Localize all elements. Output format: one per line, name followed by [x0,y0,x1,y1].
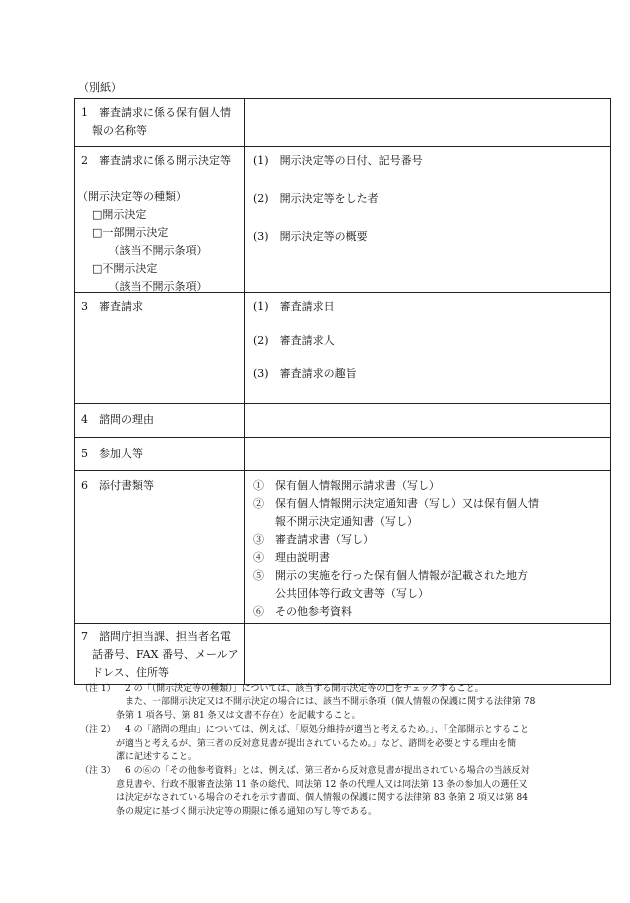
attachment-list-item: ④ 理由説明書 [253,551,330,564]
attachment-list-item: 公共団体等行政文書等（写し） [253,587,429,600]
row-3-label-cell [75,293,245,404]
attachment-label: （別紙） [78,81,122,94]
row-3-label-line: 3 審査請求 [81,300,143,313]
footnotes [80,683,615,820]
row-7-value-cell[interactable] [245,624,611,685]
row-1-label-line: 1 審査請求に係る保有個人情 [81,106,231,119]
attachment-list-item: ① 保有個人情報開示請求書（写し） [253,479,440,492]
row-6-label-cell [75,471,245,624]
submission-form-table [74,98,611,685]
attachment-list-item: ③ 審査請求書（写し） [253,533,374,546]
note-line: 条の規定に基づく開示決定等の期限に係る通知の写し等である。 [116,806,378,817]
row-4-label-cell [75,404,245,438]
attachment-list-item: ⑤ 開示の実施を行った保有個人情報が記載された地方 [253,569,528,582]
row-1-label-line: 報の名称等 [81,124,147,137]
row-5-label-line: 5 参加人等 [81,447,143,460]
row-7-label-line: 話番号、FAX 番号、メールア [81,648,239,661]
note-line: 4 の「諮問の理由」については、例えば、「原処分維持が適当と考えるため。」、「全部開示とすること [125,725,530,736]
note-line: 2 の「（開示決定等の種類）」については、該当する開示決定等の□をチェックすること。 [125,684,484,694]
table-row-contact-info [75,624,611,685]
decision-type-heading: （開示決定等の種類） [77,190,187,203]
note-label: （注 2） [80,725,116,736]
attachment-list-item: ② 保有個人情報開示決定通知書（写し）又は保有個人情 [253,497,539,510]
row-1-label-cell [75,99,245,147]
note-label: （注 1） [80,684,116,694]
note-line: 条第 1 項各号、第 81 条又は文書不存在）を記載すること。 [116,710,361,721]
note-line: は決定がなされている場合のそれを示す書面、個人情報の保護に関する法律第 83 条第 2 項又は第 84 [116,793,528,804]
row-7-label-line: ドレス、住所等 [81,666,169,679]
note-2 [80,724,615,764]
row-6-value-cell[interactable] [245,471,611,624]
table-row-disclosure-decision [75,147,611,293]
row-3-value-cell[interactable] [245,293,611,404]
note-line: また、一部開示決定又は不開示決定の場合には、該当不開示条項（個人情報の保護に関する法律第 78 [125,697,536,708]
row-2-value-cell[interactable] [245,147,611,293]
table-row-consultation-reason [75,404,611,438]
row-2-label-cell [75,147,245,293]
table-row-review-request [75,293,611,404]
note-line: 6 の⑥の「その他参考資料」とは、例えば、第三者から反対意見書が提出されている場合の当該反対 [125,766,530,777]
row-2-label-line: 2 審査請求に係る開示決定等 [81,154,231,167]
row-6-label-line: 6 添付書類等 [81,479,154,492]
row-2-item-line: (3) 開示決定等の概要 [253,230,368,243]
attachment-list-item: ⑥ その他参考資料 [253,605,352,618]
row-4-label-line: 4 諮問の理由 [81,413,154,426]
row-2-item-line: (1) 開示決定等の日付、記号番号 [253,154,423,167]
row-7-label-cell [75,624,245,685]
checkbox-full-disclosure[interactable]: □開示決定 [81,208,147,221]
row-7-label-line: 7 諮問庁担当課、担当者名電 [81,630,231,643]
note-line: 意見書や、行政不服審査法第 11 条の総代、同法第 12 条の代理人又は同法第 13 条の参加人の選任又 [116,779,528,790]
note-label: （注 3） [80,766,116,777]
row-5-label-cell [75,438,245,471]
partial-nondisclosure-clause-label: （該当不開示条項） [81,244,208,257]
row-3-item-line: (1) 審査請求日 [253,300,335,313]
checkbox-nondisclosure[interactable]: □不開示決定 [81,262,158,275]
row-4-value-cell[interactable] [245,404,611,438]
note-3 [80,765,615,819]
note-line: が適当と考えるが、第三者の反対意見書が提出されているため。」など、諮問を必要とする理由を簡 [116,738,517,749]
note-1 [80,683,615,723]
table-row-participants [75,438,611,471]
attachment-list-item: 報不開示決定通知書（写し） [253,515,418,528]
checkbox-partial-disclosure[interactable]: □一部開示決定 [81,226,169,239]
note-line: 潔に記述すること。 [116,752,198,763]
row-2-item-line: (2) 開示決定等をした者 [253,192,379,205]
table-row-name-of-info [75,99,611,147]
row-3-item-line: (3) 審査請求の趣旨 [253,367,357,380]
row-3-item-line: (2) 審査請求人 [253,334,335,347]
row-5-value-cell[interactable] [245,438,611,471]
nondisclosure-clause-label: （該当不開示条項） [81,280,208,293]
table-row-attachments [75,471,611,624]
row-1-value-cell[interactable] [245,99,611,147]
